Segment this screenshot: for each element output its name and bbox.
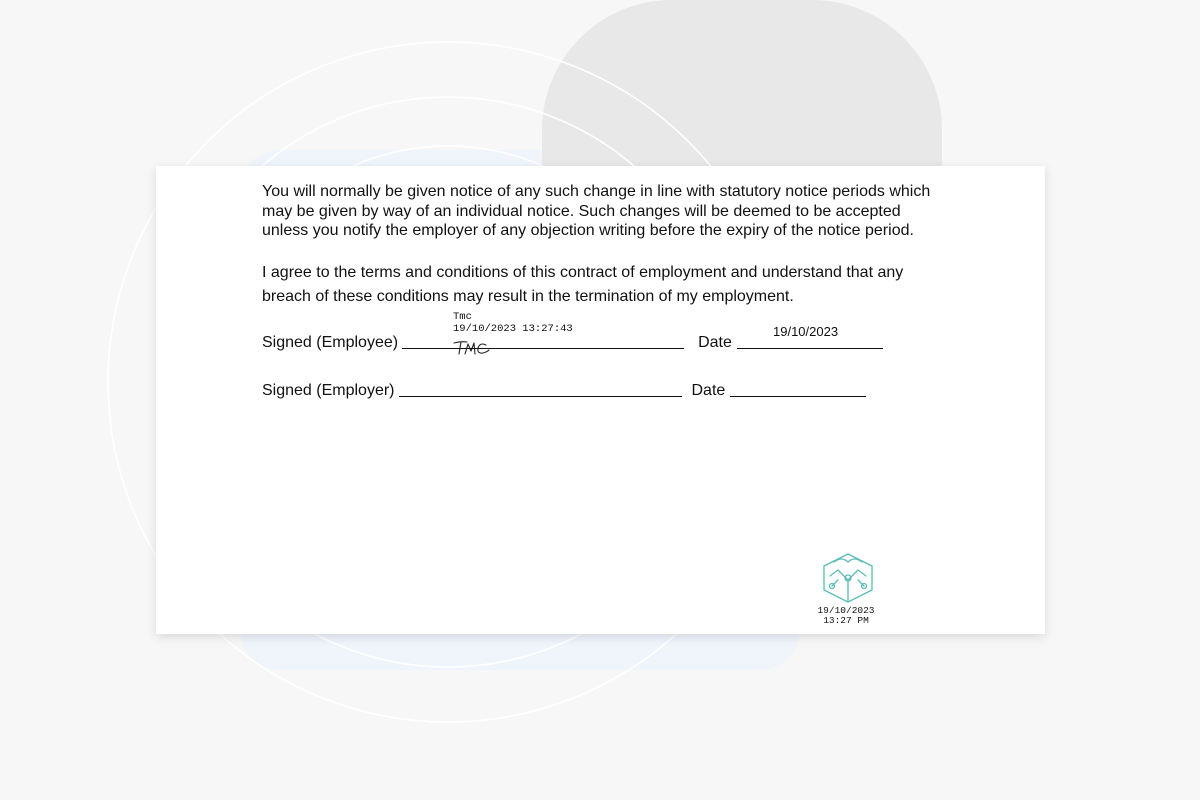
employee-signature-line[interactable] <box>402 333 684 349</box>
employee-date-value: 19/10/2023 <box>773 324 839 339</box>
seal-date: 19/10/2023 <box>817 605 875 616</box>
employer-date-line[interactable] <box>730 381 866 397</box>
employee-signature-row <box>262 333 883 352</box>
signature-timestamp: 19/10/2023 13:27:43 <box>453 323 573 335</box>
employer-signature-label: Signed (Employer) <box>262 382 395 399</box>
document-page <box>156 166 1045 634</box>
employer-signature-row <box>262 381 866 400</box>
seal-logo-icon <box>820 552 876 604</box>
agreement-paragraph: I agree to the terms and conditions of this contract of employment and understand that any breach of these conditions may result in the termination of my employment. <box>262 264 904 305</box>
employer-signature-line[interactable] <box>399 381 682 397</box>
signer-name: Tmc <box>453 311 472 323</box>
notice-paragraph: You will normally be given notice of any such change in line with statutory notice periods which may be given by way of an individual notice. Such changes will be deemed to be accepted unless you notify the employer of any objection writing before the expiry of the notice period. <box>262 183 931 239</box>
employee-date-line[interactable] <box>737 333 883 349</box>
employee-date-label: Date <box>698 334 732 351</box>
employee-signature-label: Signed (Employee) <box>262 334 399 351</box>
employer-date-label: Date <box>691 382 726 399</box>
seal-time: 13:27 PM <box>823 615 869 626</box>
